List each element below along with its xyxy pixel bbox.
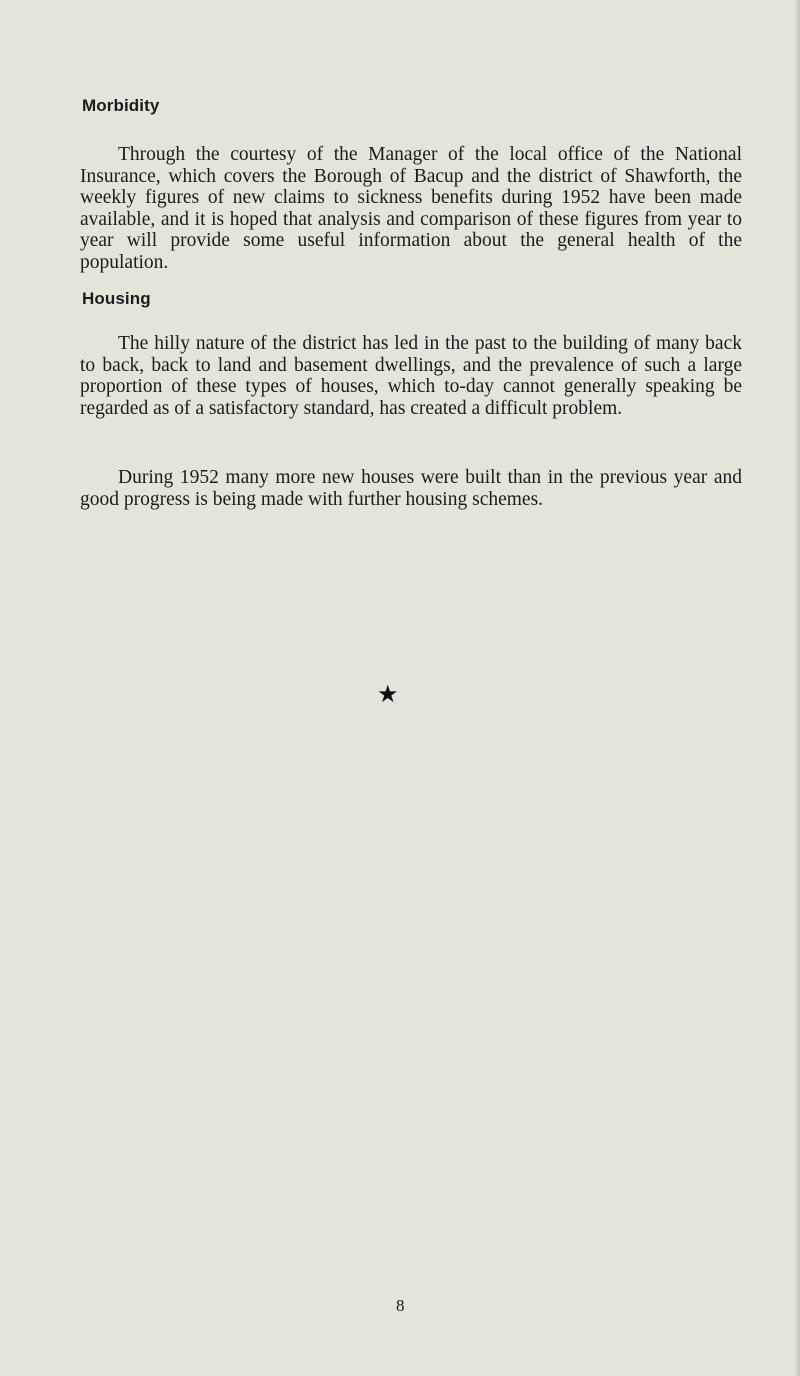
morbidity-paragraph: Through the courtesy of the Manager of the local office of the National Insurance, which covers the Borough of Bacup and the district of Shawforth, the weekly figures of new claims to sickness benefits during 1952 have been made available, and it is hoped that analysis and comparison of these figures from year to year will provide some useful information about the general health of the population. — [80, 144, 742, 273]
housing-heading: Housing — [82, 289, 151, 308]
page-edge-shadow — [794, 0, 800, 1376]
page-number: 8 — [396, 1296, 405, 1315]
housing-paragraph-2: During 1952 many more new houses were built than in the previous year and good progress is being made with further housing schemes. — [80, 467, 742, 510]
star-icon: ★ — [377, 680, 399, 708]
morbidity-heading: Morbidity — [82, 96, 160, 115]
housing-paragraph-1: The hilly nature of the district has led in the past to the building of many back to back, back to land and basement dwellings, and the prevalence of such a large proportion of these types of houses, which to-day cannot generally speaking be regarded as of a satisfactory standard, has created a difficult problem. — [80, 333, 742, 419]
